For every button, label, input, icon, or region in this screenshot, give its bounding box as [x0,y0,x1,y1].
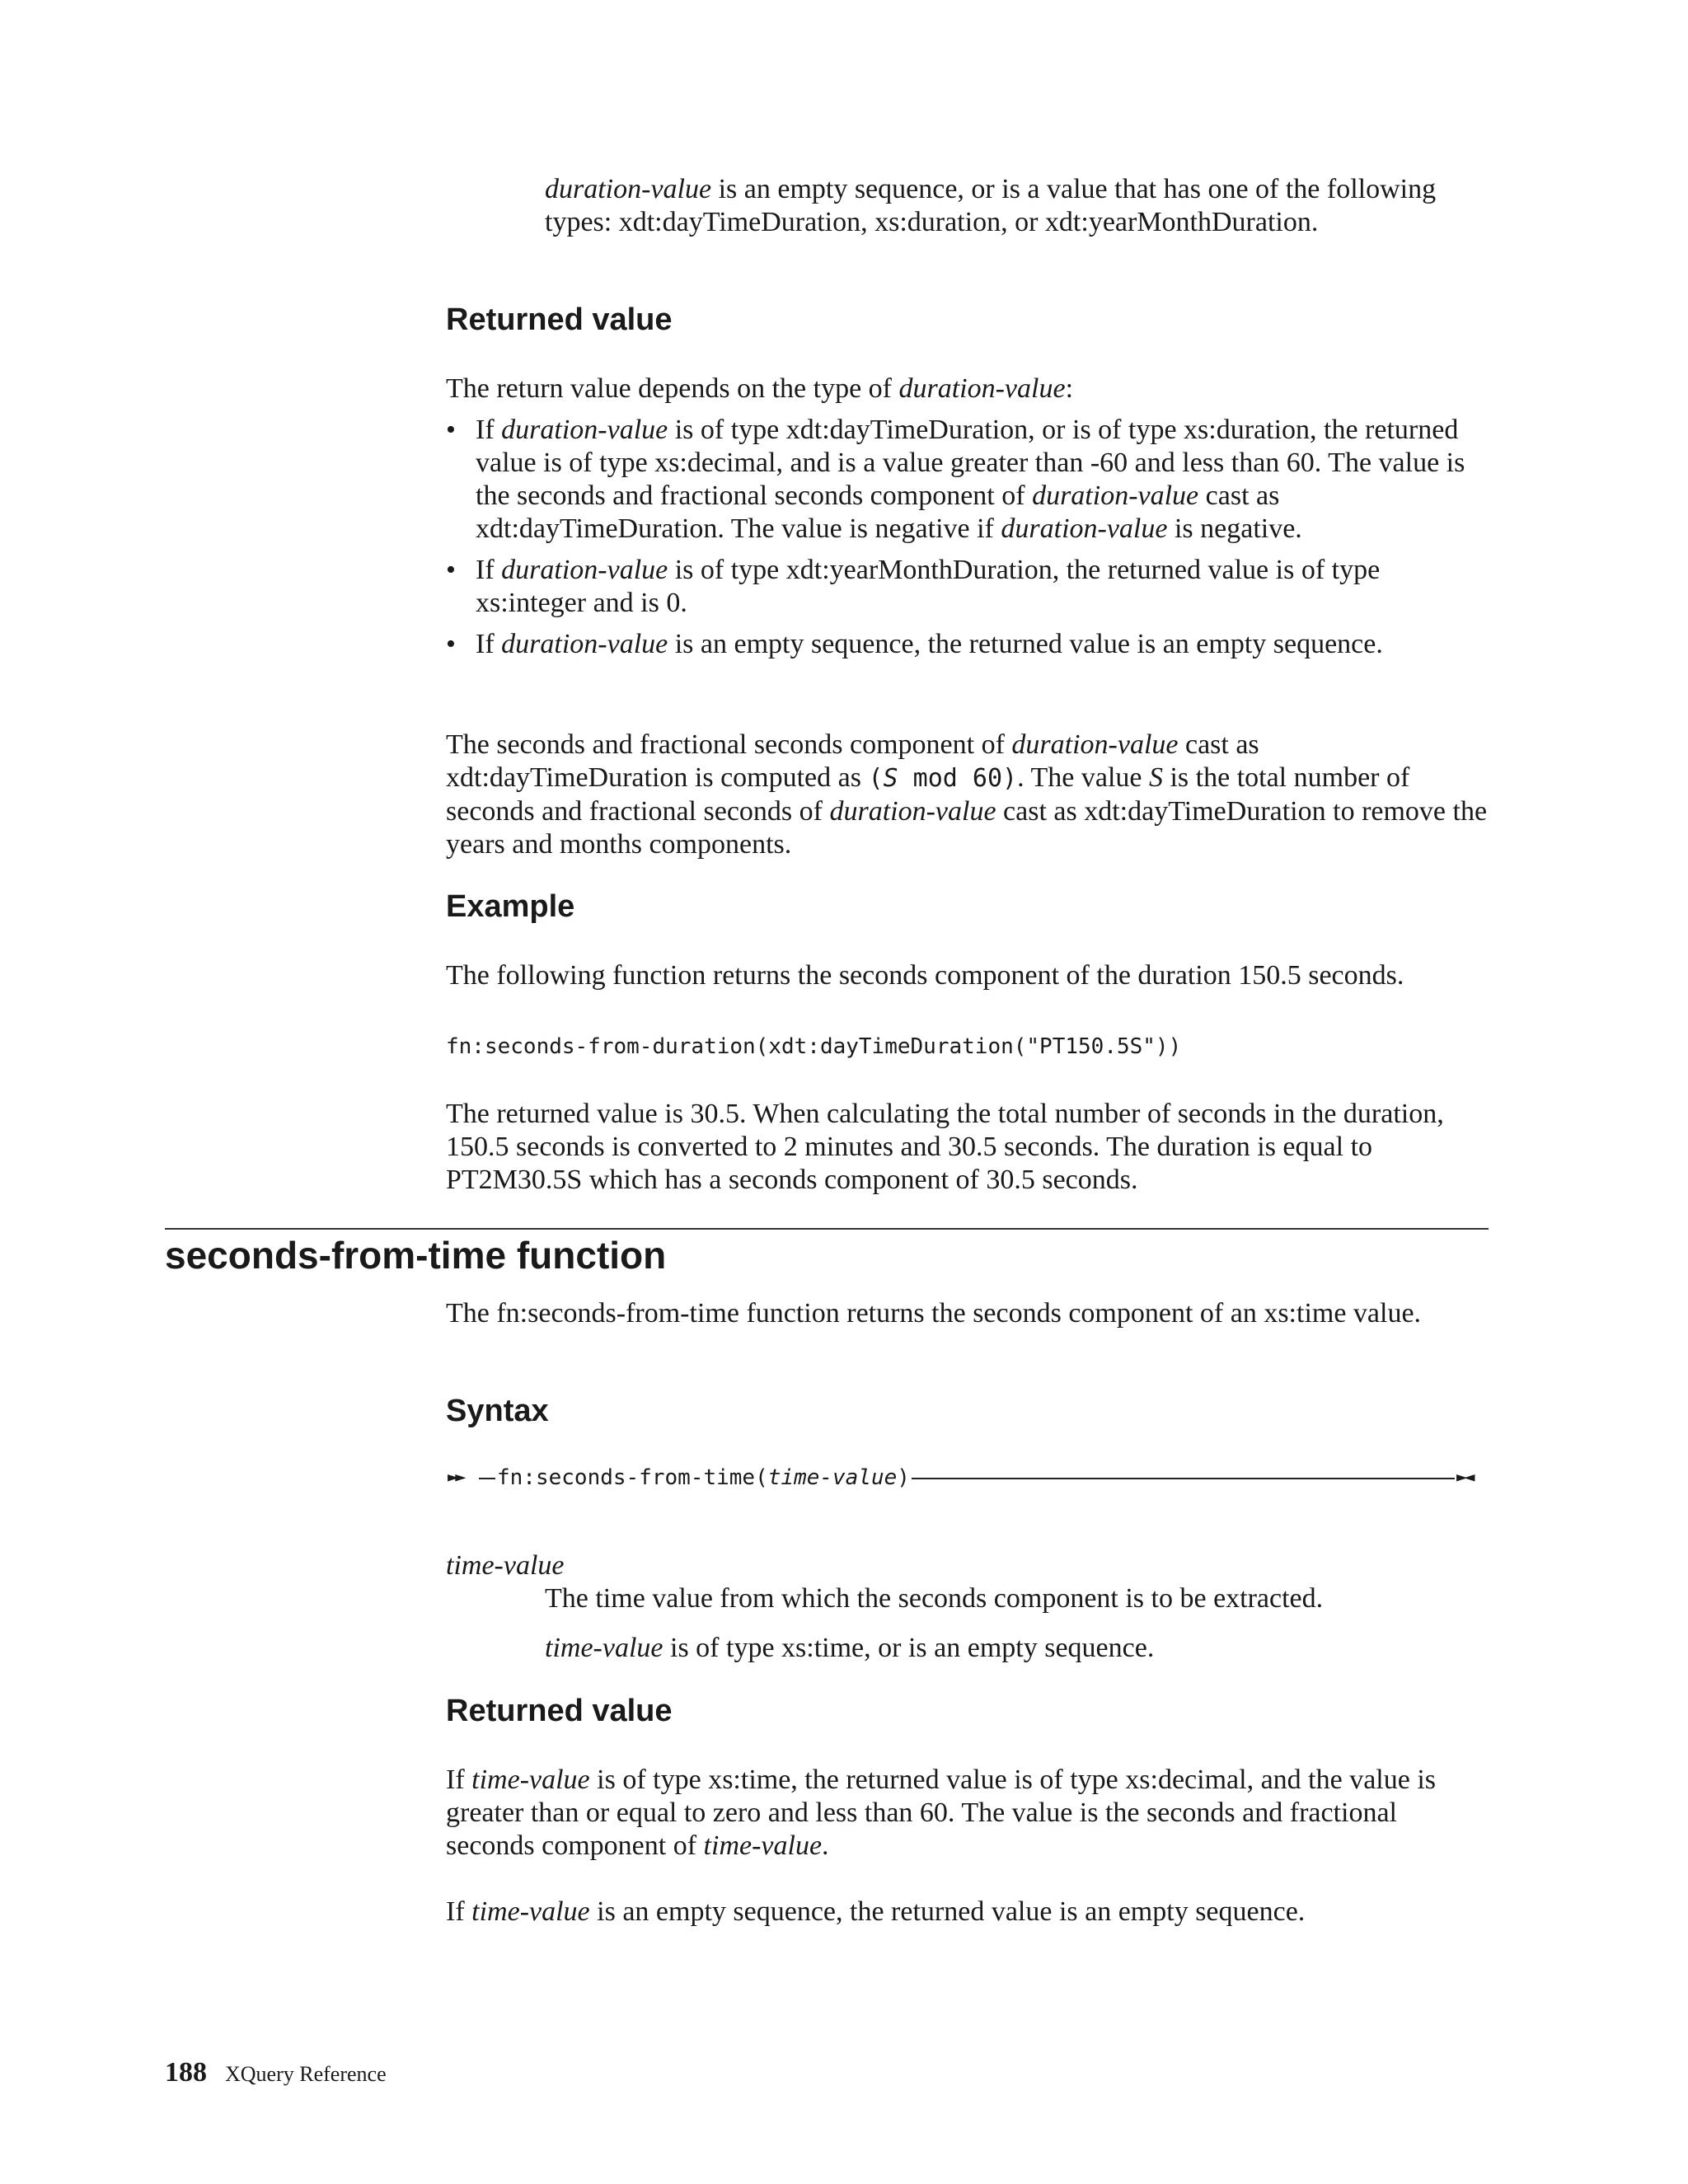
term-duration-value: duration-value [501,415,668,445]
text: is negative. [1167,513,1302,544]
text: If [476,629,502,659]
page-footer [165,2057,387,2088]
lead-colon: : [1065,373,1074,404]
end-arrow-icon: ►◄ [1455,1464,1474,1492]
term-duration-value: duration-value [1032,480,1199,511]
list-item [446,414,1489,546]
syntax-function [495,1464,912,1492]
text: . [822,1830,829,1861]
intro-text: is an empty sequence, or is a value that has one of the following types: xdt:dayTimeDuration, xs:duration, or xdt:yearMonthDuration. [545,174,1437,237]
text: cast as xdt:dayTimeDuration to remove the years and months components. [446,796,1488,860]
section-divider [165,1228,1489,1230]
lead-text: The return value depends on the type of [446,373,899,404]
param-term [446,1549,1489,1582]
text: is an empty sequence, the returned value is an empty sequence. [589,1896,1306,1927]
term-time-value: time-value [471,1765,590,1795]
text: The seconds and fractional seconds component of [446,729,1012,760]
example-intro: The following function returns the seconds component of the duration 150.5 seconds. [446,960,1404,991]
text: is of type xs:time, the returned value is of type xs:decimal, and the value is greater than or equal to zero and less than 60. The value is the seconds and fractional seconds component of [446,1765,1436,1861]
text: is an empty sequence, the returned value is an empty sequence. [668,629,1383,659]
text: . The value [1017,762,1149,793]
text: If [446,1765,472,1795]
book-title: XQuery Reference [225,2062,387,2086]
text: If [446,1896,472,1927]
code-paren: ( [868,764,884,793]
returned-value-heading-2: Returned value [446,1694,673,1728]
term-duration-value: duration-value [545,174,712,204]
text: is of type xdt:yearMonthDuration, the returned value is of type xs:integer and is 0. [476,555,1381,618]
term-duration-value: duration-value [501,629,668,659]
returned-value-heading: Returned value [446,302,673,337]
list-item [446,554,1489,620]
syntax-close: ) [897,1465,910,1490]
bullet-icon: • [446,555,456,585]
syntax-param: time-value [767,1465,898,1490]
code-text: mod 60) [898,764,1018,793]
syntax-diagram [446,1464,1489,1493]
text: is of type xdt:dayTimeDuration, or is of type xs:duration, the returned value is of type xs:decimal, and is a value greater than -60 and less than 60. The value is the seconds and fractional seconds component of [476,415,1465,511]
term-duration-value: duration-value [829,796,996,827]
syntax-heading: Syntax [446,1394,549,1428]
term-duration-value: duration-value [1001,513,1168,544]
param-type [545,1632,1489,1665]
text: cast as xdt:dayTimeDuration. The value is negative if [476,480,1280,544]
term-time-value: time-value [446,1550,565,1581]
empty-sequence-paragraph [446,1896,1489,1929]
returned-value-lead [446,373,1489,405]
intro-paragraph [545,173,1489,239]
example-heading: Example [446,889,575,924]
returned-value-paragraph [446,1764,1489,1863]
example-result: The returned value is 30.5. When calculating the total number of seconds in the duration, 150.5 seconds is converted to 2 minutes and 30.5 seconds. The duration is equal to PT2M30.5S which has a seconds component of 30.5 seconds. [446,1099,1444,1195]
syntax-fn-name: fn:seconds-from-time( [497,1465,768,1490]
start-arrow-icon: ►► [446,1464,465,1492]
list-item [446,628,1489,661]
text: is the total number of seconds and fractional seconds of [446,762,1410,827]
computation-paragraph [446,729,1489,861]
bullet-icon: • [446,629,456,659]
code-var: S [883,764,898,793]
term-duration-value: duration-value [1011,729,1179,760]
section-description: The fn:seconds-from-time function returns the seconds component of an xs:time value. [446,1298,1422,1329]
text: If [476,555,502,585]
term-time-value: time-value [545,1633,663,1663]
text: cast as xdt:dayTimeDuration is computed as [446,729,1259,793]
returned-value-list [446,414,1489,669]
page-number: 188 [165,2057,207,2088]
var-s: S [1148,762,1163,793]
section-title: seconds-from-time function [165,1234,667,1277]
bullet-icon: • [446,415,456,445]
text: If [476,415,502,445]
inline-code [868,764,1017,793]
text: is of type xs:time, or is an empty sequence. [663,1633,1155,1663]
example-code: fn:seconds-from-duration(xdt:dayTimeDuration("PT150.5S")) [446,1034,1182,1059]
term-duration-value: duration-value [501,555,668,585]
term-duration-value: duration-value [898,373,1066,404]
param-description: The time value from which the seconds component is to be extracted. [545,1583,1324,1614]
term-time-value: time-value [471,1896,590,1927]
term-time-value: time-value [703,1830,823,1861]
